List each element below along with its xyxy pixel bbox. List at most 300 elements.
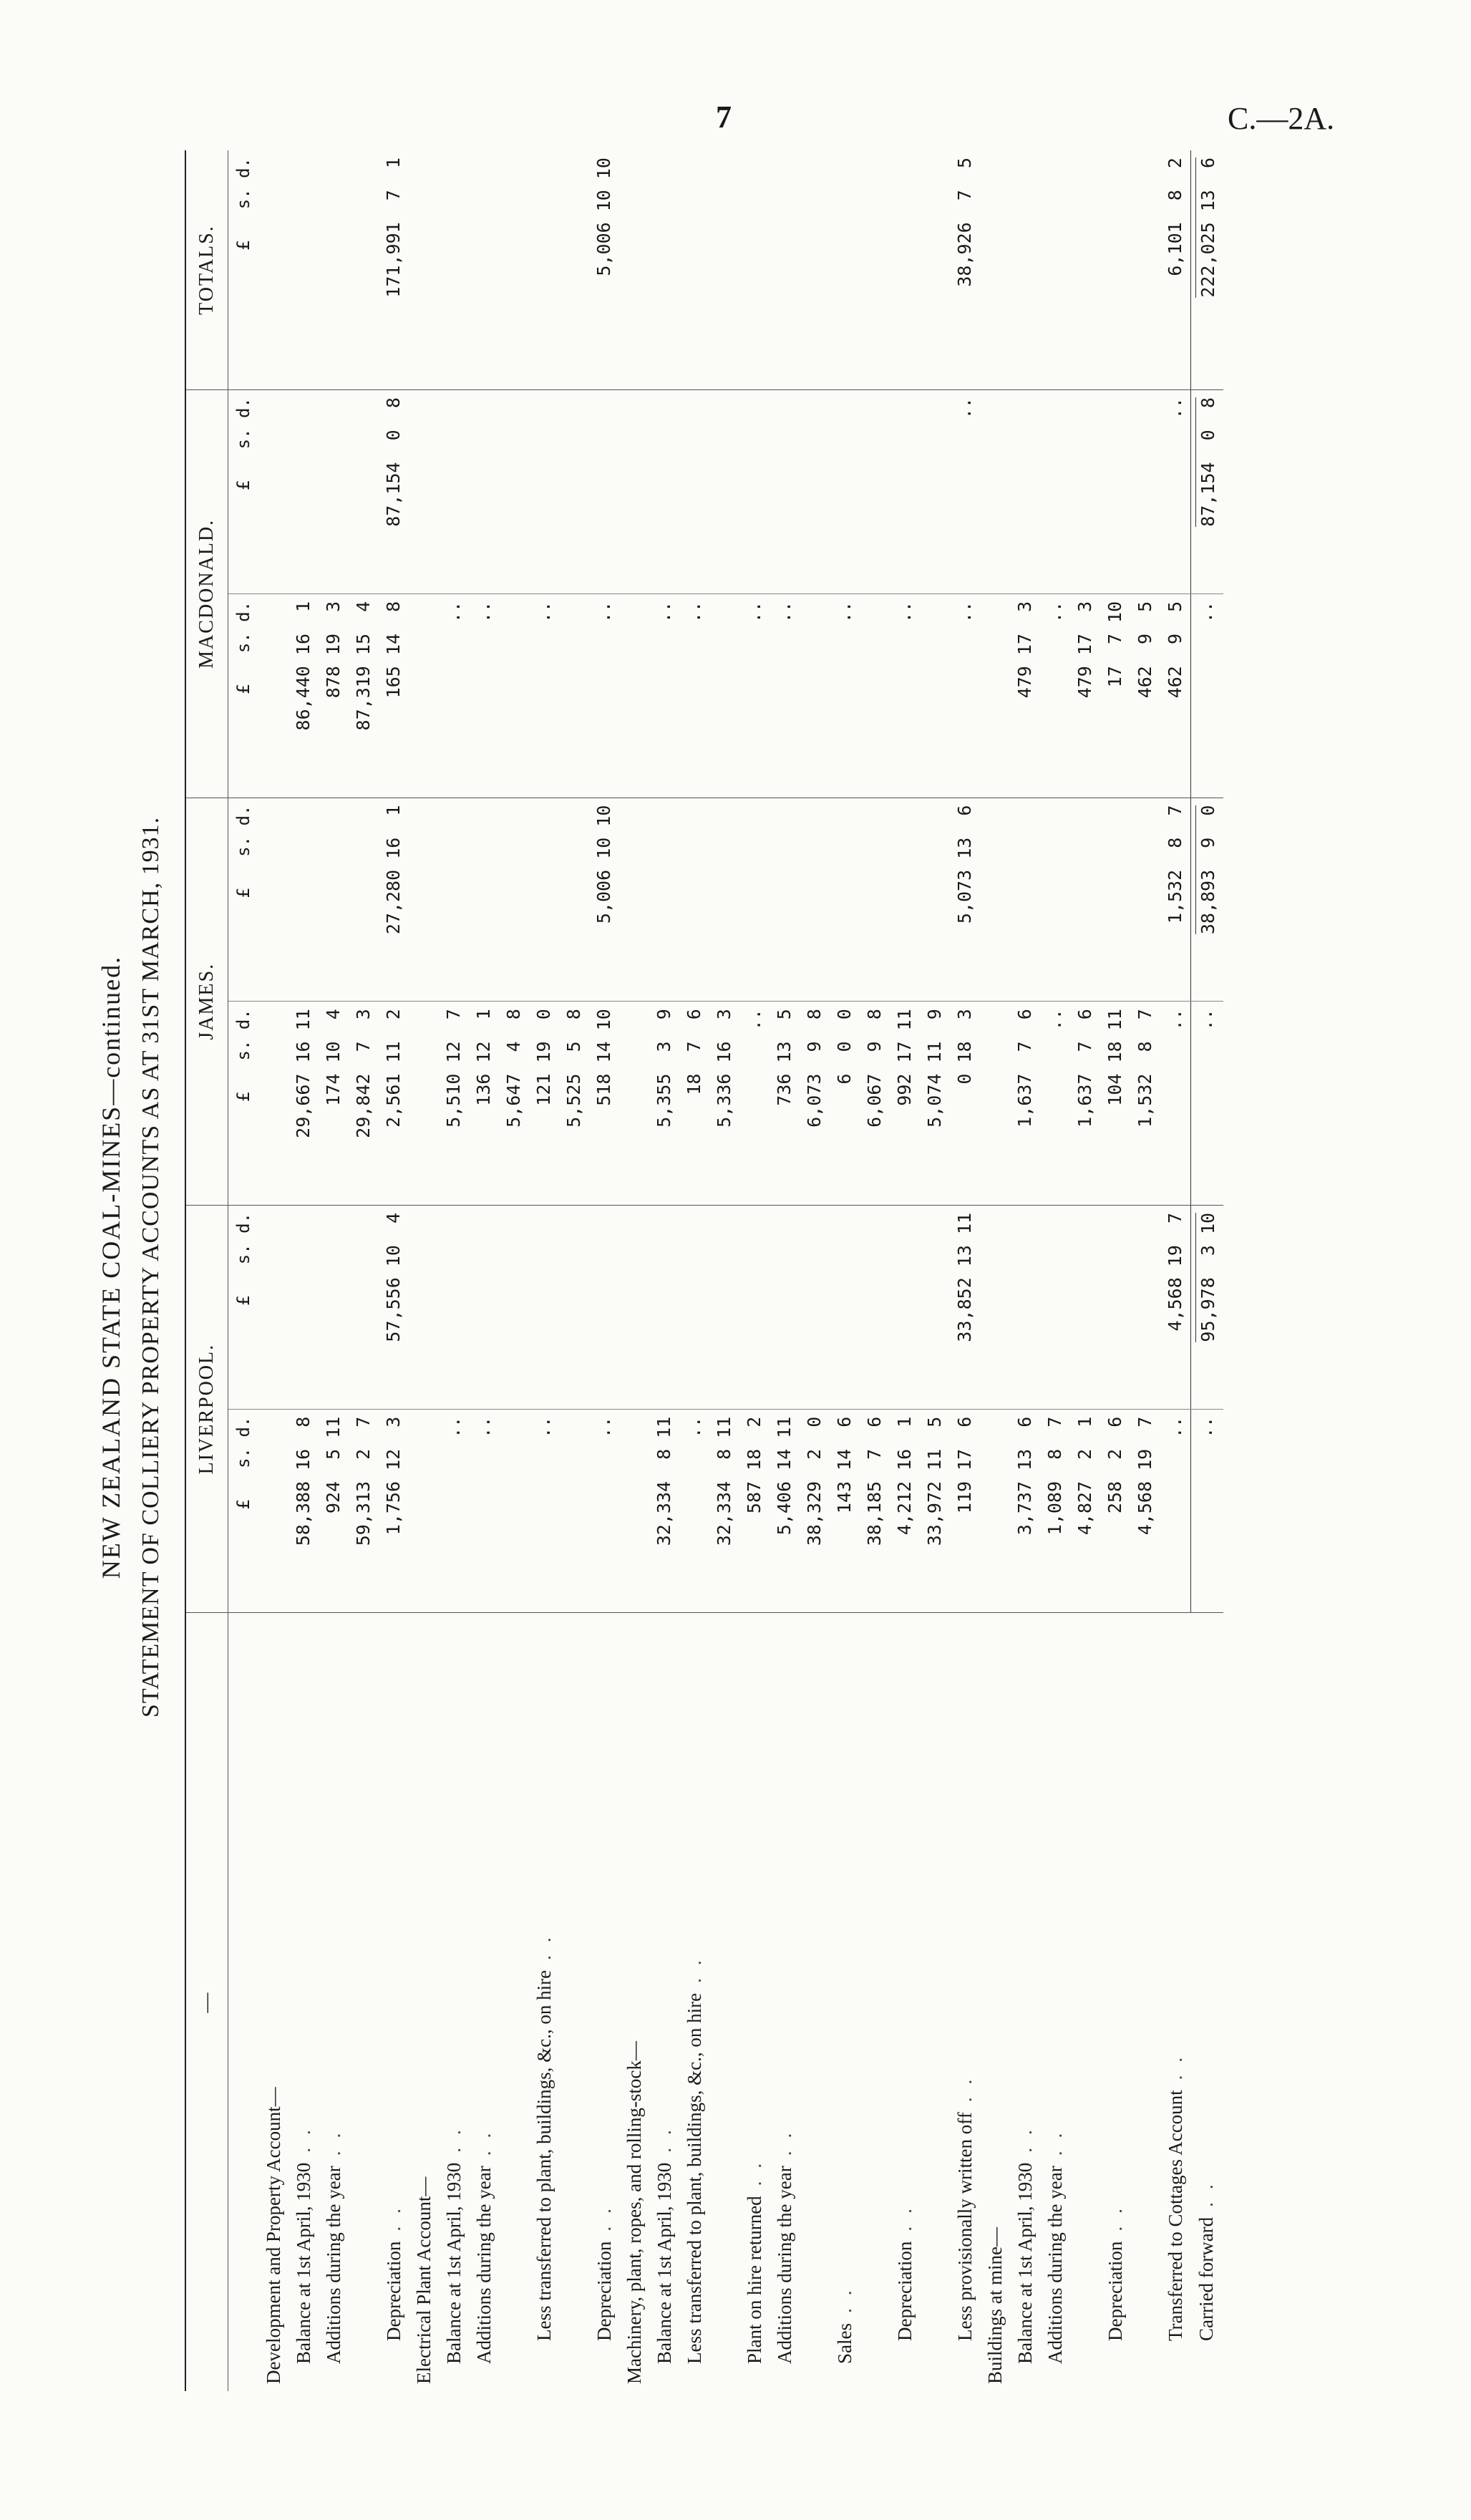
header-totals: TOTALS. bbox=[185, 150, 228, 390]
row-label-text: Machinery, plant, ropes, and rolling-stock— bbox=[623, 2041, 645, 2384]
page-number: 7 bbox=[716, 100, 732, 135]
amount-l1 bbox=[920, 1409, 950, 1613]
amount-l2 bbox=[950, 1205, 980, 1409]
amount-l2 bbox=[860, 1205, 890, 1409]
table-row bbox=[379, 150, 409, 2391]
amount-j1 bbox=[800, 1002, 830, 1206]
amount-l2 bbox=[890, 1205, 920, 1409]
leader-dots: .. bbox=[443, 2117, 465, 2153]
amount-j1 bbox=[860, 1002, 890, 1206]
amount-l2 bbox=[1010, 1205, 1040, 1409]
amount-j2 bbox=[1010, 798, 1040, 1002]
amount-j1 bbox=[529, 1002, 559, 1206]
amount-j2 bbox=[679, 798, 709, 1002]
amount-m2 bbox=[890, 390, 920, 594]
amount-l1 bbox=[1191, 1409, 1224, 1613]
table-row bbox=[800, 150, 830, 2391]
row-description bbox=[559, 1613, 589, 2391]
amount-value: 479 17 3 bbox=[1014, 601, 1035, 699]
leader-dots: .. bbox=[654, 2117, 675, 2153]
amount-l1 bbox=[1010, 1409, 1040, 1613]
amount-j2 bbox=[800, 798, 830, 1002]
amount-l2 bbox=[980, 1205, 1010, 1409]
table-row bbox=[1191, 150, 1224, 2391]
row-label bbox=[443, 1620, 465, 2384]
table-row bbox=[1160, 150, 1191, 2391]
amount-l2 bbox=[709, 1205, 739, 1409]
row-label bbox=[774, 1620, 795, 2384]
table-row bbox=[439, 150, 469, 2391]
amount-j1 bbox=[439, 1002, 469, 1206]
amount-l1 bbox=[559, 1409, 589, 1613]
amount-value: 1,637 7 6 bbox=[1014, 1009, 1035, 1128]
amount-t bbox=[830, 150, 860, 390]
table-row bbox=[679, 150, 709, 2391]
table-row bbox=[830, 150, 860, 2391]
amount-m2 bbox=[770, 390, 800, 594]
amount-value: 174 10 4 bbox=[323, 1009, 344, 1106]
amount-j2 bbox=[1100, 798, 1130, 1002]
amount-m2 bbox=[739, 390, 770, 594]
amount-t bbox=[860, 150, 890, 390]
amount-j1 bbox=[319, 1002, 349, 1206]
row-description bbox=[890, 1613, 920, 2391]
amount-j1 bbox=[739, 1002, 770, 1206]
amount-value: .. bbox=[894, 601, 915, 623]
amount-m1 bbox=[950, 593, 980, 798]
amount-value: .. bbox=[954, 397, 975, 420]
amount-value: .. bbox=[834, 601, 855, 623]
amount-l2 bbox=[619, 1205, 649, 1409]
row-label-text: Buildings at mine— bbox=[984, 2227, 1006, 2384]
leader-dots: .. bbox=[383, 2196, 404, 2231]
amount-value: 5,336 16 3 bbox=[714, 1009, 734, 1128]
amount-l2 bbox=[1191, 1205, 1224, 1409]
row-label-text: Balance at 1st April, 1930 bbox=[1014, 2162, 1036, 2364]
leader-dots: .. bbox=[1044, 2120, 1066, 2156]
amount-m1 bbox=[830, 593, 860, 798]
row-label-text: Less transferred to plant, buildings, &c., on hire bbox=[684, 1992, 705, 2364]
amount-value: 33,852 13 11 bbox=[954, 1212, 975, 1342]
amount-m1 bbox=[860, 593, 890, 798]
amount-j2 bbox=[890, 798, 920, 1002]
amount-value: 1,756 12 3 bbox=[383, 1416, 404, 1536]
amount-value: 222,025 13 6 bbox=[1195, 158, 1219, 298]
amount-m2 bbox=[529, 390, 559, 594]
amount-value: 95,978 3 10 bbox=[1195, 1213, 1219, 1342]
amount-value: 1,637 7 6 bbox=[1074, 1009, 1095, 1128]
amount-l2 bbox=[649, 1205, 679, 1409]
amount-l2 bbox=[800, 1205, 830, 1409]
amount-j1 bbox=[890, 1002, 920, 1206]
table-row bbox=[1010, 150, 1040, 2391]
amount-t bbox=[288, 150, 319, 390]
row-label bbox=[473, 1620, 495, 2384]
leader-dots: .. bbox=[1014, 2117, 1036, 2153]
amount-l1 bbox=[830, 1409, 860, 1613]
amount-j1 bbox=[1040, 1002, 1070, 1206]
amount-l2 bbox=[499, 1205, 529, 1409]
amount-value: 462 9 5 bbox=[1135, 601, 1155, 699]
amount-m1 bbox=[379, 593, 409, 798]
amount-l2 bbox=[529, 1205, 559, 1409]
amount-value: 2,561 11 2 bbox=[383, 1009, 404, 1128]
amount-value: 32,334 8 11 bbox=[654, 1416, 674, 1546]
amount-l2 bbox=[679, 1205, 709, 1409]
amount-value: 59,313 2 7 bbox=[353, 1416, 374, 1546]
row-description bbox=[1191, 1613, 1224, 2391]
amount-l1 bbox=[950, 1409, 980, 1613]
amount-l2 bbox=[409, 1205, 439, 1409]
row-label bbox=[1165, 1620, 1186, 2384]
amount-t bbox=[1160, 150, 1191, 390]
amount-l2 bbox=[439, 1205, 469, 1409]
row-description bbox=[1040, 1613, 1070, 2391]
amount-l1 bbox=[709, 1409, 739, 1613]
table-row bbox=[950, 150, 980, 2391]
amount-l2 bbox=[349, 1205, 379, 1409]
amount-l1 bbox=[1100, 1409, 1130, 1613]
amount-m1 bbox=[770, 593, 800, 798]
amount-l1 bbox=[499, 1409, 529, 1613]
leader-dots: .. bbox=[593, 2196, 615, 2231]
leader-dots: .. bbox=[1105, 2196, 1126, 2231]
amount-value: 165 14 8 bbox=[383, 601, 404, 699]
leader-dots: .. bbox=[834, 2277, 855, 2313]
leader-dots: .. bbox=[894, 2196, 916, 2231]
header-description: — bbox=[185, 1613, 228, 2391]
amount-l1 bbox=[1070, 1409, 1100, 1613]
amount-l2 bbox=[559, 1205, 589, 1409]
amount-value: 1,532 8 7 bbox=[1135, 1009, 1155, 1128]
amount-m1 bbox=[1040, 593, 1070, 798]
amount-value: .. bbox=[1165, 1416, 1185, 1438]
row-label-text: Carried forward bbox=[1195, 2216, 1217, 2341]
row-label bbox=[593, 1620, 615, 2384]
leader-dots: .. bbox=[533, 1924, 555, 1960]
amount-value: 924 5 11 bbox=[323, 1416, 344, 1514]
row-label bbox=[533, 1620, 555, 2384]
currency-label: £ s. d. bbox=[228, 390, 259, 594]
amount-value: 38,329 2 0 bbox=[804, 1416, 825, 1546]
amount-l2 bbox=[830, 1205, 860, 1409]
row-description bbox=[800, 1613, 830, 2391]
row-label bbox=[684, 1620, 705, 2384]
amount-l2 bbox=[1040, 1205, 1070, 1409]
table-row bbox=[739, 150, 770, 2391]
amount-t bbox=[349, 150, 379, 390]
amount-m1 bbox=[1070, 593, 1100, 798]
table-row bbox=[980, 150, 1010, 2391]
amount-value: 86,440 16 1 bbox=[293, 601, 314, 731]
row-description bbox=[589, 1613, 619, 2391]
amount-t bbox=[589, 150, 619, 390]
leader-dots: .. bbox=[684, 1947, 705, 1983]
row-label-text: Plant on hire returned bbox=[744, 2196, 765, 2364]
table-row bbox=[1040, 150, 1070, 2391]
amount-j2 bbox=[619, 798, 649, 1002]
row-label-text: Sales bbox=[834, 2323, 855, 2364]
amount-value: 6,101 8 2 bbox=[1165, 158, 1185, 276]
row-description bbox=[860, 1613, 890, 2391]
amount-value: 5,525 5 8 bbox=[563, 1009, 584, 1128]
amount-value: .. bbox=[744, 601, 764, 623]
amount-l1 bbox=[349, 1409, 379, 1613]
amount-value: 119 17 6 bbox=[954, 1416, 975, 1514]
amount-value: .. bbox=[1195, 601, 1216, 623]
amount-m1 bbox=[709, 593, 739, 798]
amount-l1 bbox=[860, 1409, 890, 1613]
amount-m2 bbox=[1070, 390, 1100, 594]
amount-value: 992 17 11 bbox=[894, 1009, 915, 1106]
amount-t bbox=[258, 150, 288, 390]
row-description bbox=[499, 1613, 529, 2391]
amount-l1 bbox=[379, 1409, 409, 1613]
amount-j1 bbox=[770, 1002, 800, 1206]
amount-value: .. bbox=[684, 601, 704, 623]
amount-t bbox=[770, 150, 800, 390]
row-description bbox=[1160, 1613, 1191, 2391]
amount-t bbox=[890, 150, 920, 390]
amount-l1 bbox=[770, 1409, 800, 1613]
amount-m1 bbox=[1100, 593, 1130, 798]
amount-j1 bbox=[409, 1002, 439, 1206]
row-description bbox=[980, 1613, 1010, 2391]
amount-value: .. bbox=[1195, 1416, 1216, 1438]
row-description bbox=[1100, 1613, 1130, 2391]
amount-value: 38,185 7 6 bbox=[864, 1416, 885, 1546]
row-description bbox=[439, 1613, 469, 2391]
row-description bbox=[770, 1613, 800, 2391]
amount-m1 bbox=[1191, 593, 1224, 798]
amount-l1 bbox=[409, 1409, 439, 1613]
amount-t bbox=[619, 150, 649, 390]
currency-row bbox=[228, 150, 259, 2391]
amount-m2 bbox=[980, 390, 1010, 594]
row-description bbox=[409, 1613, 439, 2391]
amount-j1 bbox=[830, 1002, 860, 1206]
amount-m2 bbox=[950, 390, 980, 594]
amount-t bbox=[439, 150, 469, 390]
amount-value: 29,667 16 11 bbox=[293, 1009, 314, 1138]
amount-j2 bbox=[409, 798, 439, 1002]
amount-value: .. bbox=[473, 1416, 494, 1438]
row-label-text: Additions during the year bbox=[774, 2166, 795, 2364]
amount-value: 6 0 0 bbox=[834, 1009, 855, 1085]
amount-j1 bbox=[349, 1002, 379, 1206]
row-label bbox=[744, 1620, 765, 2384]
amount-m1 bbox=[319, 593, 349, 798]
amount-j2 bbox=[830, 798, 860, 1002]
amount-j1 bbox=[379, 1002, 409, 1206]
table-row bbox=[349, 150, 379, 2391]
amount-l2 bbox=[920, 1205, 950, 1409]
amount-value: .. bbox=[1044, 1009, 1065, 1031]
amount-value: 6,073 9 8 bbox=[804, 1009, 825, 1128]
currency-label: £ s. d. bbox=[228, 1002, 259, 1206]
row-label bbox=[654, 1620, 675, 2384]
row-label bbox=[1044, 1620, 1066, 2384]
document-title: NEW ZEALAND STATE COAL-MINES—continued. bbox=[97, 955, 125, 1579]
table-row bbox=[529, 150, 559, 2391]
amount-j1 bbox=[980, 1002, 1010, 1206]
amount-m1 bbox=[1160, 593, 1191, 798]
amount-m2 bbox=[1130, 390, 1160, 594]
row-description bbox=[619, 1613, 649, 2391]
amount-j1 bbox=[1191, 1002, 1224, 1206]
amount-j1 bbox=[950, 1002, 980, 1206]
table-row bbox=[319, 150, 349, 2391]
leader-dots: .. bbox=[1195, 2171, 1217, 2207]
amount-m1 bbox=[619, 593, 649, 798]
row-label-text: Depreciation bbox=[894, 2241, 916, 2341]
amount-value: .. bbox=[1165, 1009, 1185, 1031]
amount-l1 bbox=[1040, 1409, 1070, 1613]
amount-m2 bbox=[860, 390, 890, 594]
row-description bbox=[1070, 1613, 1100, 2391]
amount-m2 bbox=[1191, 390, 1224, 594]
row-description bbox=[529, 1613, 559, 2391]
amount-value: 462 9 5 bbox=[1165, 601, 1185, 699]
amount-l1 bbox=[469, 1409, 499, 1613]
amount-value: 736 13 5 bbox=[774, 1009, 795, 1106]
amount-j2 bbox=[559, 798, 589, 1002]
leader-dots: .. bbox=[744, 2150, 765, 2186]
amount-t bbox=[1010, 150, 1040, 390]
amount-l1 bbox=[1160, 1409, 1191, 1613]
row-description bbox=[739, 1613, 770, 2391]
header-james: JAMES. bbox=[185, 798, 228, 1205]
amount-m2 bbox=[288, 390, 319, 594]
amount-value: 518 14 10 bbox=[593, 1009, 614, 1106]
amount-m2 bbox=[1010, 390, 1040, 594]
header-liverpool: LIVERPOOL. bbox=[185, 1205, 228, 1612]
amount-value: .. bbox=[1195, 1009, 1216, 1031]
row-label bbox=[834, 1620, 855, 2384]
amount-value: 5,510 12 7 bbox=[443, 1009, 464, 1128]
amount-t bbox=[739, 150, 770, 390]
currency-label: £ s. d. bbox=[228, 1205, 259, 1409]
table-row bbox=[920, 150, 950, 2391]
row-label-text: Less provisionally written off bbox=[954, 2112, 976, 2341]
amount-j1 bbox=[589, 1002, 619, 1206]
amount-value: 136 12 1 bbox=[473, 1009, 494, 1106]
amount-m1 bbox=[288, 593, 319, 798]
table-row bbox=[1100, 150, 1130, 2391]
amount-l1 bbox=[800, 1409, 830, 1613]
amount-value: 58,388 16 8 bbox=[293, 1416, 314, 1546]
amount-m1 bbox=[439, 593, 469, 798]
amount-j2 bbox=[349, 798, 379, 1002]
amount-t bbox=[1130, 150, 1160, 390]
amount-value: 4,827 2 1 bbox=[1074, 1416, 1095, 1536]
amount-l2 bbox=[1130, 1205, 1160, 1409]
amount-value: .. bbox=[443, 1416, 464, 1438]
amount-value: 5,006 10 10 bbox=[593, 805, 614, 924]
amount-value: 4,568 19 7 bbox=[1165, 1212, 1185, 1332]
amount-value: 5,647 4 8 bbox=[503, 1009, 524, 1128]
amount-t bbox=[319, 150, 349, 390]
amount-value: 57,556 10 4 bbox=[383, 1212, 404, 1342]
amount-m1 bbox=[499, 593, 529, 798]
amount-m2 bbox=[319, 390, 349, 594]
row-label bbox=[1105, 1620, 1126, 2384]
currency-label: £ s. d. bbox=[228, 798, 259, 1002]
amount-l1 bbox=[319, 1409, 349, 1613]
amount-m1 bbox=[258, 593, 288, 798]
row-description bbox=[469, 1613, 499, 2391]
amount-t bbox=[559, 150, 589, 390]
amount-m2 bbox=[589, 390, 619, 594]
row-label-text: Depreciation bbox=[383, 2241, 404, 2341]
amount-l2 bbox=[258, 1205, 288, 1409]
amount-l1 bbox=[288, 1409, 319, 1613]
amount-value: 38,893 9 0 bbox=[1195, 805, 1219, 935]
amount-value: .. bbox=[684, 1416, 704, 1438]
amount-value: .. bbox=[654, 601, 674, 623]
amount-j1 bbox=[709, 1002, 739, 1206]
amount-j2 bbox=[529, 798, 559, 1002]
amount-l1 bbox=[619, 1409, 649, 1613]
amount-l2 bbox=[739, 1205, 770, 1409]
amount-t bbox=[950, 150, 980, 390]
amount-value: 27,280 16 1 bbox=[383, 805, 404, 935]
row-label-text: Additions during the year bbox=[323, 2166, 344, 2364]
amount-j2 bbox=[1160, 798, 1191, 1002]
amount-t bbox=[499, 150, 529, 390]
amount-m1 bbox=[920, 593, 950, 798]
amount-m2 bbox=[709, 390, 739, 594]
amount-t bbox=[679, 150, 709, 390]
amount-value: .. bbox=[954, 601, 975, 623]
amount-j2 bbox=[1070, 798, 1100, 1002]
amount-m1 bbox=[589, 593, 619, 798]
row-description bbox=[319, 1613, 349, 2391]
row-label-text: Transferred to Cottages Account bbox=[1165, 2090, 1186, 2341]
amount-m2 bbox=[499, 390, 529, 594]
amount-value: .. bbox=[533, 601, 554, 623]
amount-j2 bbox=[1191, 798, 1224, 1002]
row-label bbox=[623, 2041, 645, 2384]
amount-l2 bbox=[379, 1205, 409, 1409]
amount-value: 17 7 10 bbox=[1105, 601, 1125, 688]
table-row bbox=[589, 150, 619, 2391]
amount-j1 bbox=[1130, 1002, 1160, 1206]
row-label bbox=[954, 1620, 976, 2384]
amount-j2 bbox=[649, 798, 679, 1002]
leader-dots: .. bbox=[774, 2120, 795, 2156]
amount-value: 1,532 8 7 bbox=[1165, 805, 1185, 924]
amount-value: 143 14 6 bbox=[834, 1416, 855, 1514]
amount-value: 32,334 8 11 bbox=[714, 1416, 734, 1546]
table-row bbox=[860, 150, 890, 2391]
table-row bbox=[709, 150, 739, 2391]
amount-t bbox=[1040, 150, 1070, 390]
amount-j2 bbox=[439, 798, 469, 1002]
row-description bbox=[920, 1613, 950, 2391]
leader-dots: .. bbox=[323, 2120, 344, 2156]
rotated-table-region bbox=[93, 122, 1339, 2413]
amount-l2 bbox=[1070, 1205, 1100, 1409]
amount-m2 bbox=[649, 390, 679, 594]
amount-l2 bbox=[1100, 1205, 1130, 1409]
row-description bbox=[349, 1613, 379, 2391]
amount-m1 bbox=[739, 593, 770, 798]
table-row bbox=[1130, 150, 1160, 2391]
amount-m1 bbox=[800, 593, 830, 798]
table-row bbox=[770, 150, 800, 2391]
row-description bbox=[679, 1613, 709, 2391]
